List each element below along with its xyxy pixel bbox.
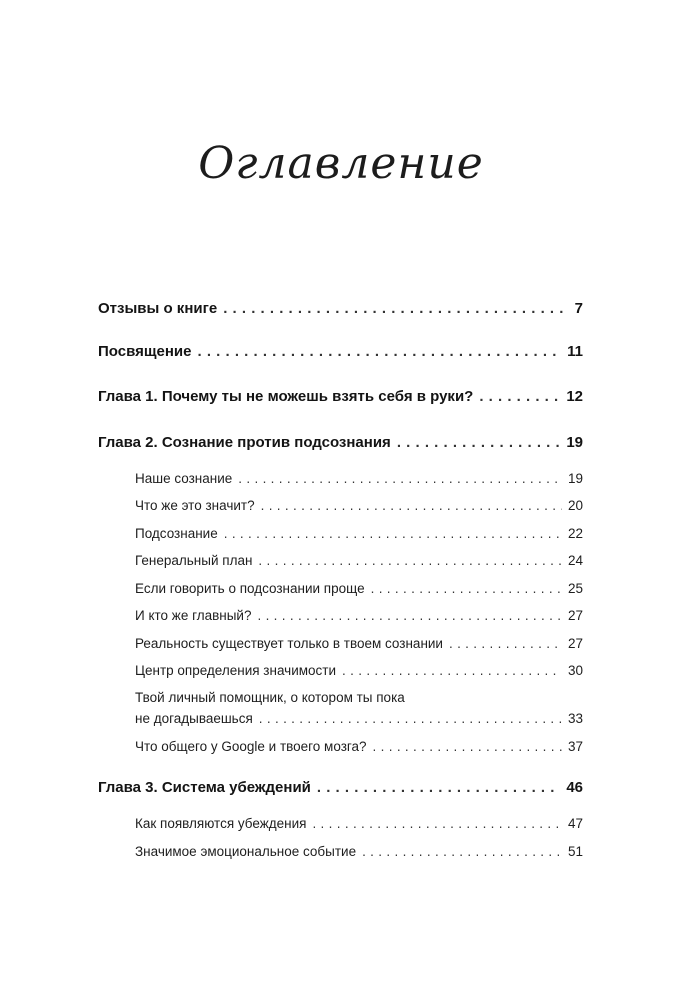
- toc-entry-section[interactable]: [135, 471, 583, 486]
- toc-page-number: 46: [566, 779, 583, 796]
- toc-entry-label: Глава 1. Почему ты не можешь взять себя в руки?: [98, 388, 474, 405]
- toc-page-number: 37: [567, 739, 583, 754]
- toc-entry-label: Глава 2. Сознание против подсознания: [98, 434, 391, 451]
- dot-leader: [397, 434, 561, 451]
- toc-entry-label: Если говорить о подсознании проще: [135, 581, 365, 596]
- toc-entry-label: Посвящение: [98, 343, 192, 360]
- dot-leader: [342, 663, 562, 678]
- toc-entry-section[interactable]: [135, 711, 583, 726]
- dot-leader: [257, 608, 561, 623]
- dot-leader: [371, 581, 562, 596]
- toc-page-number: 20: [567, 498, 583, 513]
- toc-entry-chapter-2[interactable]: [98, 434, 583, 451]
- toc-entry-reviews[interactable]: [98, 300, 583, 317]
- toc-page-number: 24: [567, 553, 583, 568]
- toc-entry-label: Генеральный план: [135, 553, 253, 568]
- toc-entry-label: И кто же главный?: [135, 608, 252, 623]
- toc-page-number: 47: [567, 816, 583, 831]
- dot-leader: [238, 471, 562, 486]
- toc-entry-section[interactable]: [135, 739, 583, 754]
- toc-entry-label: Глава 3. Система убеждений: [98, 779, 311, 796]
- toc-entry-label-line1[interactable]: Твой личный помощник, о котором ты пока: [135, 690, 405, 705]
- toc-entry-label: Значимое эмоциональное событие: [135, 844, 357, 859]
- toc-entry-section[interactable]: [135, 816, 583, 831]
- dot-leader: [479, 388, 560, 405]
- toc-entry-section[interactable]: [135, 844, 583, 859]
- toc-page-number: 12: [566, 388, 583, 405]
- toc-entry-label: Наше сознание: [135, 471, 233, 486]
- toc-page-number: 22: [567, 526, 583, 541]
- dot-leader: [258, 553, 562, 568]
- toc-title: Оглавление: [198, 138, 484, 189]
- dot-leader: [259, 711, 562, 726]
- toc-page-number: 51: [567, 844, 583, 859]
- toc-entry-chapter-3[interactable]: [98, 779, 583, 796]
- dot-leader: [449, 636, 562, 651]
- toc-entry-label: Как появляются убеждения: [135, 816, 307, 831]
- toc-entry-dedication[interactable]: [98, 343, 583, 360]
- toc-entry-label: Что общего у Google и твоего мозга?: [135, 739, 367, 754]
- dot-leader: [373, 739, 562, 754]
- toc-page-number: 7: [574, 300, 583, 317]
- toc-page-number: 27: [567, 636, 583, 651]
- toc-entry-label: не догадываешься: [135, 711, 253, 726]
- toc-entry-section[interactable]: [135, 608, 583, 623]
- toc-entry-section[interactable]: [135, 636, 583, 651]
- toc-page-number: 11: [567, 343, 583, 360]
- toc-page-number: 30: [567, 663, 583, 678]
- toc-page-number: 33: [567, 711, 583, 726]
- dot-leader: [223, 300, 568, 317]
- toc-entry-chapter-1[interactable]: [98, 388, 583, 405]
- dot-leader: [261, 498, 562, 513]
- toc-entry-label: Центр определения значимости: [135, 663, 337, 678]
- dot-leader: [224, 526, 562, 541]
- toc-entry-label: Что же это значит?: [135, 498, 255, 513]
- toc-entry-section[interactable]: [135, 553, 583, 568]
- toc-page-number: 25: [567, 581, 583, 596]
- dot-leader: [362, 844, 562, 859]
- dot-leader: [198, 343, 562, 360]
- toc-entry-section[interactable]: [135, 581, 583, 596]
- toc-entry-label: Отзывы о книге: [98, 300, 218, 317]
- toc-entry-section[interactable]: [135, 663, 583, 678]
- dot-leader: [312, 816, 562, 831]
- toc-entry-section[interactable]: [135, 526, 583, 541]
- dot-leader: [317, 779, 560, 796]
- toc-entry-label: Подсознание: [135, 526, 218, 541]
- toc-page-number: 19: [566, 434, 583, 451]
- toc-page-number: 19: [567, 471, 583, 486]
- toc-page-number: 27: [567, 608, 583, 623]
- toc-entry-section[interactable]: [135, 498, 583, 513]
- toc-entry-label: Реальность существует только в твоем сознании: [135, 636, 443, 651]
